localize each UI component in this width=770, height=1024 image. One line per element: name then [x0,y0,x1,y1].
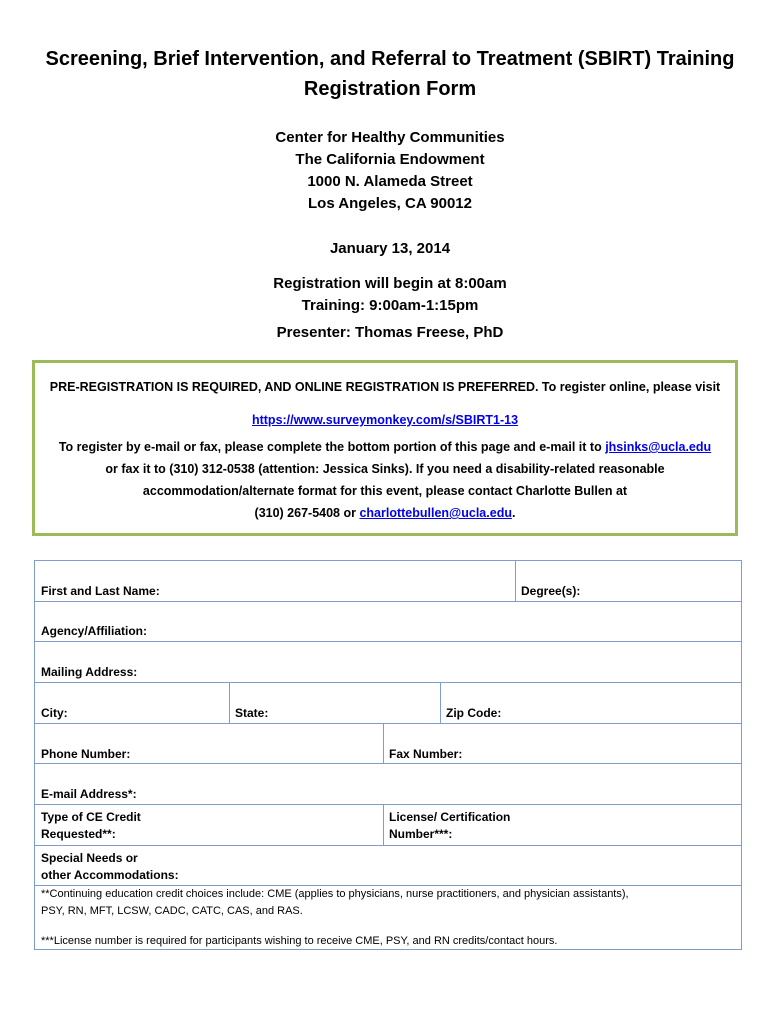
email-field[interactable] [35,763,743,804]
venue-street: 1000 N. Alameda Street [307,173,473,190]
registration-notice-box [32,360,738,536]
state-label: State: [235,706,269,720]
license-label-line-1: License/ Certification [389,810,511,824]
degree-label: Degree(s): [521,584,581,598]
ce-label-line-1: Type of CE Credit [41,810,141,824]
registration-form-table [34,560,742,950]
mailing-label: Mailing Address: [41,665,138,679]
ce-label-line-2: Requested**: [41,827,116,841]
name-label: First and Last Name: [41,584,160,598]
title-line-2: Registration Form [303,78,477,100]
fax-label: Fax Number: [389,747,463,761]
event-date: January 13, 2014 [329,240,451,257]
form-title [20,44,760,104]
degree-field[interactable] [515,561,743,601]
state-field[interactable] [229,682,440,723]
notice-line-5: accommodation/alternate format for this event, please contact Charlotte Bullen at [142,484,628,498]
license-label-line-2: Number***: [389,827,453,841]
email-link-charlottebullen[interactable]: charlottebullen@ucla.edu [359,506,512,520]
notice-line-6: (310) 267-5408 or [254,506,360,520]
venue-city: Los Angeles, CA 90012 [308,195,472,212]
mailing-address-field[interactable] [35,641,743,682]
city-field[interactable] [35,682,229,723]
email-label: E-mail Address*: [41,787,137,801]
notice-line-6-end: . [511,506,516,520]
fax-field[interactable] [383,723,743,763]
survey-link[interactable]: https://www.surveymonkey.com/s/SBIRT1-13 [251,413,519,427]
notes-section [35,885,743,951]
special-needs-field[interactable] [35,845,743,885]
ce-note-line-1: **Continuing education credit choices include: CME (applies to physicians, nurse practitioners, and physician assistants), [41,888,629,900]
phone-field[interactable] [35,723,383,763]
phone-label: Phone Number: [41,747,131,761]
zip-label: Zip Code: [446,706,502,720]
notice-line-4: or fax it to (310) 312-0538 (attention: Jessica Sinks). If you need a disability-related reasonable [105,462,665,476]
venue-org: The California Endowment [295,151,485,168]
venue-name: Center for Healthy Communities [275,129,505,146]
presenter: Presenter: Thomas Freese, PhD [276,324,504,341]
ce-note-line-2: PSY, RN, MFT, LCSW, CADC, CATC, CAS, and RAS. [41,905,303,917]
registration-time: Registration will begin at 8:00am [273,275,507,292]
zip-field[interactable] [440,682,743,723]
notice-line-3: To register by e-mail or fax, please complete the bottom portion of this page and e-mail it to [58,440,606,454]
agency-field[interactable] [35,601,743,641]
notice-line-1: PRE-REGISTRATION IS REQUIRED, AND ONLINE REGISTRATION IS PREFERRED. To register online, please visit [49,380,721,394]
notice-body [35,436,735,524]
title-line-1: Screening, Brief Intervention, and Referral to Treatment (SBIRT) Training [45,48,735,70]
special-label-line-1: Special Needs or [41,851,138,865]
agency-label: Agency/Affiliation: [41,624,148,638]
special-label-line-2: other Accommodations: [41,868,179,882]
license-field[interactable] [383,804,743,845]
city-label: City: [41,706,68,720]
venue-address [0,127,770,215]
ce-credit-field[interactable] [35,804,383,845]
license-note: ***License number is required for participants wishing to receive CME, PSY, and RN credits/contact hours. [41,935,558,947]
name-field[interactable] [35,561,515,601]
email-link-jhsinks[interactable]: jhsinks@ucla.edu [605,440,712,454]
training-time: Training: 9:00am-1:15pm [301,297,479,314]
